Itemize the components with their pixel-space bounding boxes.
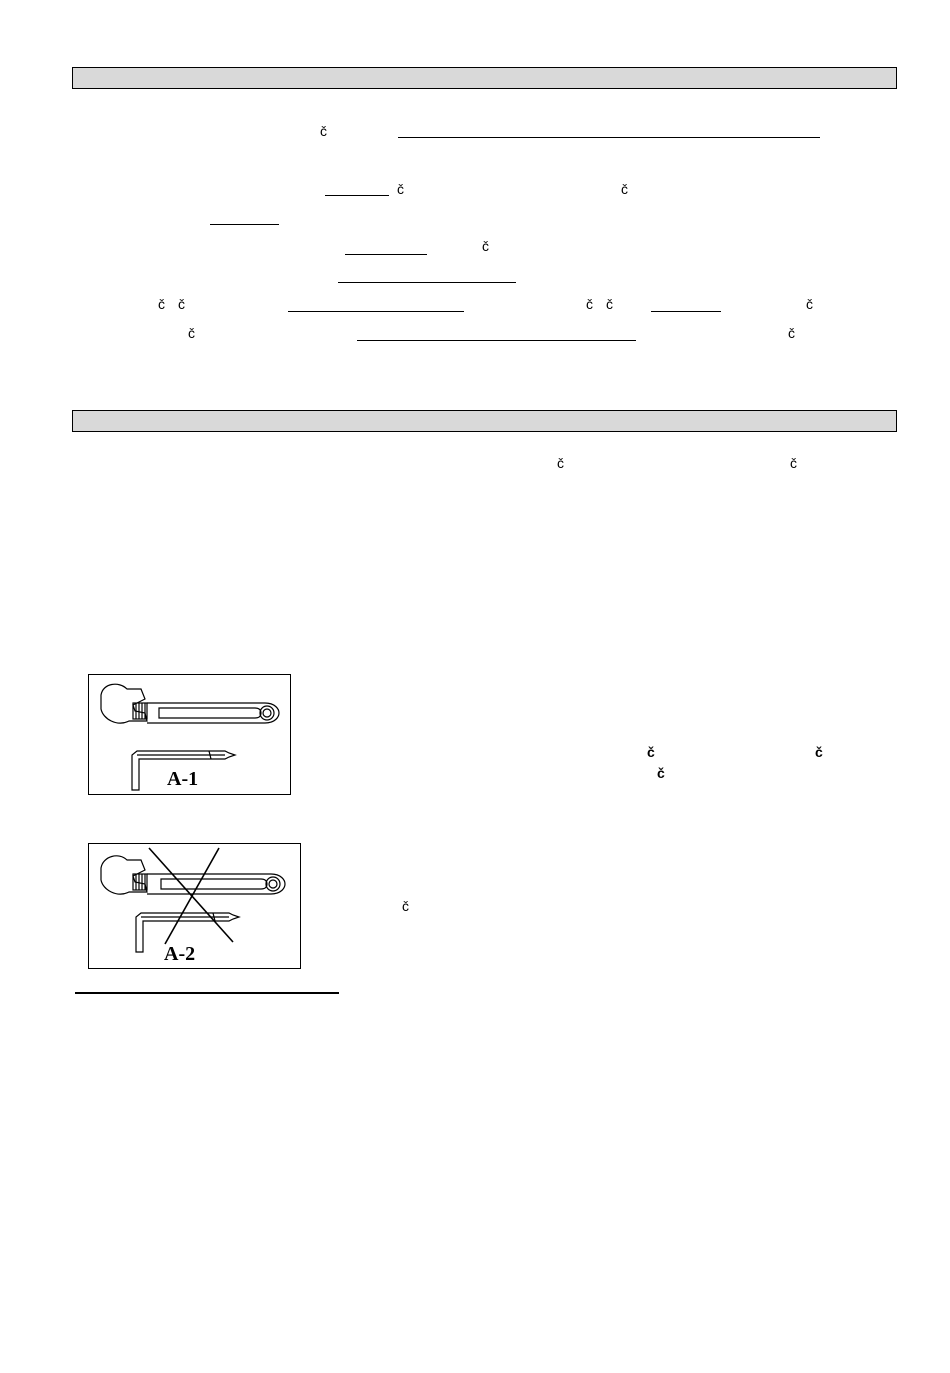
wrench-hex-key-crossed-illustration [89, 844, 302, 970]
section-header-bar-2 [72, 410, 897, 432]
glyph-c-caron: č [402, 898, 409, 914]
underline-blank [210, 224, 279, 225]
glyph-c-caron: č [320, 123, 327, 139]
underline-blank [398, 137, 820, 138]
glyph-c-caron: č [397, 181, 404, 197]
glyph-c-caron: č [586, 296, 593, 312]
figure-a2-label: A-2 [164, 943, 196, 965]
glyph-c-caron: č [790, 455, 797, 471]
figure-a1 [88, 674, 291, 795]
glyph-c-caron: č [806, 296, 813, 312]
glyph-c-caron: č [482, 238, 489, 254]
underline-blank [325, 195, 389, 196]
section-rule [75, 992, 339, 994]
underline-blank [338, 282, 516, 283]
glyph-c-caron: č [647, 744, 655, 760]
glyph-c-caron: č [815, 744, 823, 760]
glyph-c-caron: č [788, 325, 795, 341]
glyph-c-caron: č [657, 765, 665, 781]
underline-blank [288, 311, 464, 312]
underline-blank [345, 254, 427, 255]
figure-a2 [88, 843, 301, 969]
glyph-c-caron: č [188, 325, 195, 341]
glyph-c-caron: č [178, 296, 185, 312]
glyph-c-caron: č [557, 455, 564, 471]
underline-blank [357, 340, 636, 341]
glyph-c-caron: č [621, 181, 628, 197]
glyph-c-caron: č [606, 296, 613, 312]
underline-blank [651, 311, 721, 312]
figure-a1-label: A-1 [167, 768, 199, 790]
section-header-bar-1 [72, 67, 897, 89]
glyph-c-caron: č [158, 296, 165, 312]
